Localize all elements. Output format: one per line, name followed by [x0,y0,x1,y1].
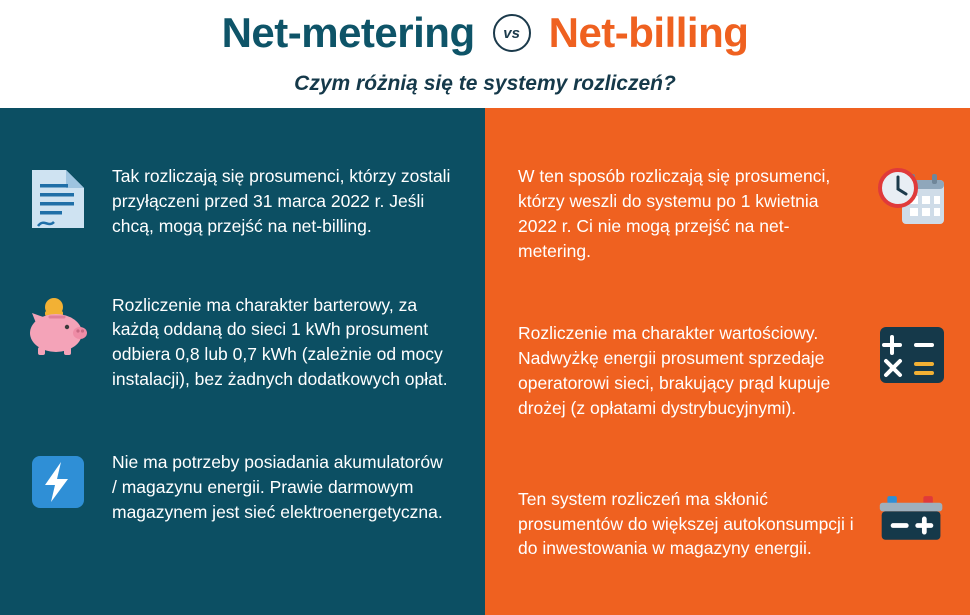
title-net-metering: Net-metering [221,9,475,56]
page-subtitle: Czym różnią się te systemy rozliczeń? [294,72,676,95]
list-item-text: W ten sposób rozliczają się prosumenci, którzy weszli do systemu po 1 kwietnia 2022 r. Ci nie mogą przejść na net-metering. [518,166,831,261]
document-icon [22,164,94,236]
list-item-text: Tak rozliczają się prosumenci, którzy zostali przyłączeni przed 31 marca 2022 r. Jeśli chcą, mogą przejść na net-billing. [112,166,451,236]
title-row [222,4,749,62]
list-item-text: Rozliczenie ma charakter barterowy, za każdą oddaną do sieci 1 kWh prosument odbiera 0,8 lub 0,7 kWh (zależnie od mocy instalacji), bez żadnych dodatkowych opłat. [112,294,448,390]
comparison-columns [0,108,970,615]
list-item [22,293,463,392]
list-item [507,321,948,420]
piggy-bank-icon [22,293,94,365]
header [0,0,970,108]
title-net-billing: Net-billing [548,9,749,56]
column-net-metering [0,108,485,615]
clock-calendar-icon [876,164,948,236]
list-item [22,164,463,239]
list-item-text: Ten system rozliczeń ma skłonić prosumentów do większej autokonsumpcji i do inwestowania w magazyny energii. [518,488,854,559]
list-item-text: Rozliczenie ma charakter wartościowy. Nadwyżkę energii prosument sprzedaje operatorowi sieci, brakujący prąd kupuje drożej (z opłatami dystrybucyjnymi). [518,323,831,418]
vs-badge: vs [493,14,531,52]
lightning-bolt-icon [22,450,94,522]
list-item-text: Nie ma potrzeby posiadania akumulatorów / magazynu energii. Prawie darmowym magazynem jest sieć elektroenergetyczna. [112,451,443,522]
calculator-icon [876,321,948,393]
battery-icon [876,487,948,559]
list-item [507,164,948,263]
list-item [507,487,948,562]
column-net-billing [485,108,970,615]
list-item [22,450,463,525]
